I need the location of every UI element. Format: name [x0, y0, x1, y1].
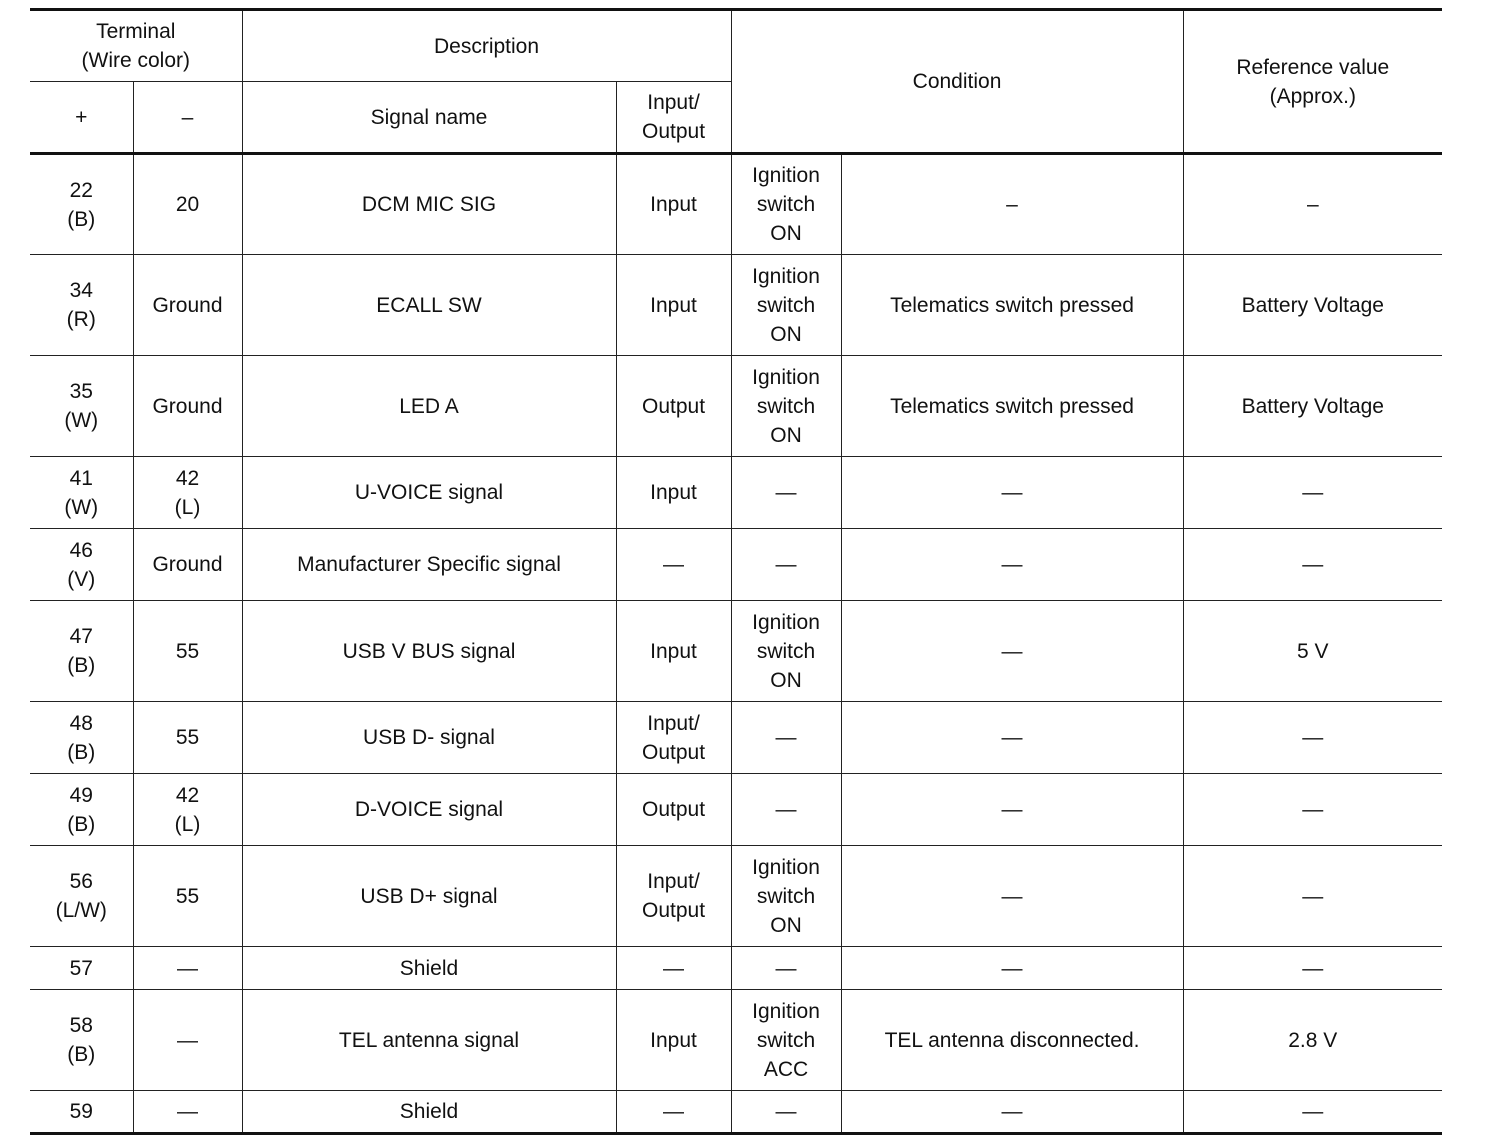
signal-name-cell: D-VOICE signal [242, 774, 616, 846]
table-row [30, 990, 1442, 1091]
reference-value-cell: — [1183, 774, 1442, 846]
input-output-cell: Input/ Output [616, 702, 731, 774]
input-output-cell: — [616, 1091, 731, 1134]
reference-value-cell: — [1183, 529, 1442, 601]
reference-value-cell: — [1183, 702, 1442, 774]
condition-detail-cell: — [841, 774, 1183, 846]
table-row [30, 529, 1442, 601]
plus-terminal-cell: 58 (B) [30, 990, 133, 1091]
condition-ignition-cell: — [731, 529, 841, 601]
table-row [30, 1091, 1442, 1134]
condition-ignition-cell: Ignition switch ON [731, 846, 841, 947]
signal-name-cell: LED A [242, 356, 616, 457]
input-output-cell: — [616, 947, 731, 990]
table-row [30, 255, 1442, 356]
input-output-cell: Output [616, 356, 731, 457]
input-output-cell: Input [616, 154, 731, 255]
signal-name-cell: Manufacturer Specific signal [242, 529, 616, 601]
plus-terminal-cell: 34 (R) [30, 255, 133, 356]
plus-terminal-cell: 22 (B) [30, 154, 133, 255]
input-output-cell: Input [616, 990, 731, 1091]
minus-terminal-cell: 42 (L) [133, 457, 242, 529]
table-row [30, 154, 1442, 255]
condition-detail-cell: — [841, 601, 1183, 702]
plus-terminal-cell: 46 (V) [30, 529, 133, 601]
reference-value-cell: Battery Voltage [1183, 255, 1442, 356]
table-row [30, 846, 1442, 947]
signal-name-cell: TEL antenna signal [242, 990, 616, 1091]
signal-name-header: Signal name [242, 82, 616, 154]
table-row [30, 702, 1442, 774]
plus-terminal-cell: 48 (B) [30, 702, 133, 774]
signal-name-cell: USB V BUS signal [242, 601, 616, 702]
condition-detail-cell: — [841, 702, 1183, 774]
minus-terminal-cell: — [133, 990, 242, 1091]
table-row [30, 457, 1442, 529]
input-output-cell: Input [616, 255, 731, 356]
plus-terminal-cell: 57 [30, 947, 133, 990]
minus-terminal-header: – [133, 82, 242, 154]
condition-ignition-cell: Ignition switch ON [731, 255, 841, 356]
terminal-table [30, 8, 1442, 1135]
signal-name-cell: DCM MIC SIG [242, 154, 616, 255]
minus-terminal-cell: Ground [133, 529, 242, 601]
condition-detail-cell: — [841, 947, 1183, 990]
reference-value-cell: 5 V [1183, 601, 1442, 702]
minus-terminal-cell: Ground [133, 356, 242, 457]
minus-terminal-cell: 55 [133, 846, 242, 947]
condition-detail-cell: TEL antenna disconnected. [841, 990, 1183, 1091]
condition-detail-cell: Telematics switch pressed [841, 356, 1183, 457]
signal-name-cell: USB D+ signal [242, 846, 616, 947]
reference-value-cell: — [1183, 1091, 1442, 1134]
signal-name-cell: USB D- signal [242, 702, 616, 774]
minus-terminal-cell: — [133, 947, 242, 990]
signal-name-cell: Shield [242, 1091, 616, 1134]
condition-ignition-cell: — [731, 457, 841, 529]
plus-terminal-cell: 47 (B) [30, 601, 133, 702]
condition-detail-cell: — [841, 1091, 1183, 1134]
minus-terminal-cell: — [133, 1091, 242, 1134]
plus-terminal-cell: 41 (W) [30, 457, 133, 529]
plus-terminal-cell: 49 (B) [30, 774, 133, 846]
reference-value-cell: 2.8 V [1183, 990, 1442, 1091]
condition-ignition-cell: — [731, 947, 841, 990]
condition-ignition-cell: Ignition switch ON [731, 601, 841, 702]
terminal-header: Terminal (Wire color) [30, 10, 242, 82]
table-row [30, 356, 1442, 457]
condition-detail-cell: Telematics switch pressed [841, 255, 1183, 356]
reference-value-cell: — [1183, 846, 1442, 947]
condition-ignition-cell: — [731, 774, 841, 846]
reference-value-cell: — [1183, 947, 1442, 990]
signal-name-cell: ECALL SW [242, 255, 616, 356]
condition-detail-cell: — [841, 529, 1183, 601]
condition-ignition-cell: — [731, 702, 841, 774]
signal-name-cell: U-VOICE signal [242, 457, 616, 529]
plus-terminal-cell: 59 [30, 1091, 133, 1134]
minus-terminal-cell: 20 [133, 154, 242, 255]
reference-value-cell: — [1183, 457, 1442, 529]
input-output-cell: Input [616, 457, 731, 529]
plus-terminal-cell: 56 (L/W) [30, 846, 133, 947]
condition-ignition-cell: Ignition switch ON [731, 154, 841, 255]
input-output-cell: Input [616, 601, 731, 702]
input-output-cell: — [616, 529, 731, 601]
condition-ignition-cell: Ignition switch ACC [731, 990, 841, 1091]
plus-terminal-cell: 35 (W) [30, 356, 133, 457]
condition-header: Condition [731, 10, 1183, 154]
table-row [30, 774, 1442, 846]
input-output-header: Input/ Output [616, 82, 731, 154]
condition-detail-cell: – [841, 154, 1183, 255]
condition-detail-cell: — [841, 457, 1183, 529]
input-output-cell: Output [616, 774, 731, 846]
condition-ignition-cell: — [731, 1091, 841, 1134]
description-header: Description [242, 10, 731, 82]
plus-terminal-header: + [30, 82, 133, 154]
minus-terminal-cell: 42 (L) [133, 774, 242, 846]
table-row [30, 947, 1442, 990]
minus-terminal-cell: Ground [133, 255, 242, 356]
reference-value-cell: – [1183, 154, 1442, 255]
minus-terminal-cell: 55 [133, 702, 242, 774]
condition-ignition-cell: Ignition switch ON [731, 356, 841, 457]
input-output-cell: Input/ Output [616, 846, 731, 947]
condition-detail-cell: — [841, 846, 1183, 947]
signal-name-cell: Shield [242, 947, 616, 990]
minus-terminal-cell: 55 [133, 601, 242, 702]
reference-value-cell: Battery Voltage [1183, 356, 1442, 457]
reference-value-header: Reference value (Approx.) [1183, 10, 1442, 154]
table-row [30, 601, 1442, 702]
